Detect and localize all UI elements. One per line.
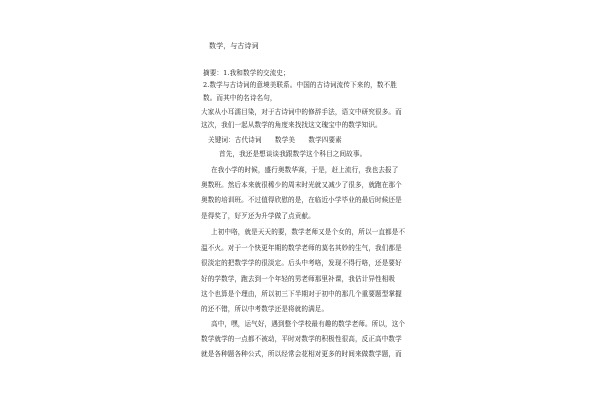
body-line: 奥数的培训班。不过值得欣慰的是，在临近小学毕业的最后时候还是 [201,196,402,204]
body-line: 高中，嘿，运气好，遇到整个学校最有趣的数学老师。所以，这个 [211,320,406,328]
body-line: 就是各种题各种公式，所以经常会花相对更多的时间来做数学题，而 [201,350,402,358]
abstract-line-1: 摘要：1.我和数学的交流史； [203,69,290,77]
document-title: 数学，与古诗词 [209,42,259,50]
body-line: 数学就学的一点都不被动，平时对数学的积极性很高，反正高中数学 [201,335,402,343]
abstract-line-2: 2.数学与古诗词的意境美联系。中国的古诗词流传下来的，数不胜 [203,81,397,89]
body-line: 的还不错，所以中考数学还是将就的满足。 [201,305,329,313]
body-line: 首先，我还是想谈谈我跟数学这个科目之间故事。 [219,150,367,158]
body-line: 奥数班。然后本来就很稀少的周末时光就又减少了很多，就跑在那个 [201,181,402,189]
abstract-line-5: 这次，我们一起从数学的角度来找找这文瑰宝中的数学知识。 [201,121,382,129]
body-line: 这个也算是个理由，所以初三下半期对于初中的那几个重要题型掌握 [201,290,402,298]
body-line: 是得奖了，好歹还为升学做了点贡献。 [201,212,315,220]
body-line: 在我小学的时候，盛行奥数华赛，于是，赶上流行，我也去报了 [211,166,399,174]
body-line: 温不火。对于一个快更年期的数学老师的莫名其妙的生气，我们都是 [201,244,402,252]
abstract-line-4: 大家从小耳濡目染，对于古诗词中的修辞手法，语文中研究很多。而 [201,108,402,116]
body-line: 好的学数学，跑去到一个年轻的男老师那里补课，我估计异性相吸 [201,275,396,283]
body-line: 很淡定的把数学学的很淡定。后头中考咯，发现不得行咯，还是要好 [201,259,402,267]
abstract-line-3: 数。而其中的名诗名句， [203,94,277,102]
body-line: 上初中咯，就是天天的要，数学老师又是个女的，所以一直都是不 [211,228,406,236]
keywords-line: 关键词：古代诗词 数学美 数学四要素 [208,136,342,144]
